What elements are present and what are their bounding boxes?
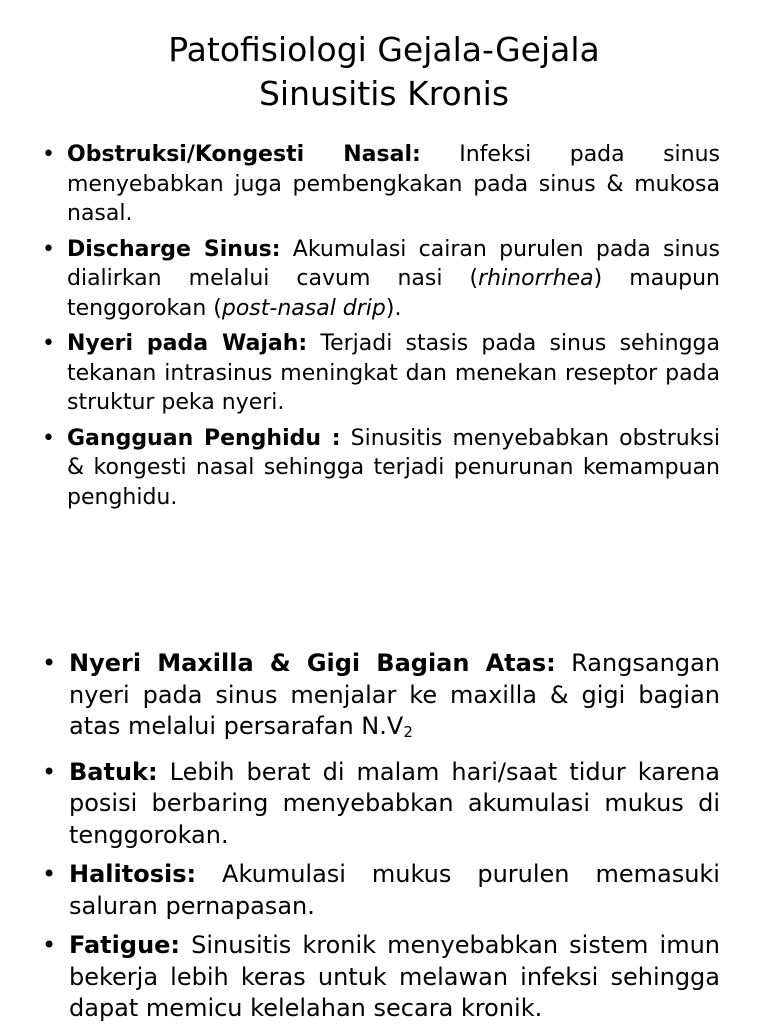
list-item (42, 930, 720, 1025)
italic-term: rhinorrhea (478, 266, 594, 291)
symptom-list-secondary (42, 648, 720, 1033)
symptom-term: Nyeri Maxilla & Gigi Bagian Atas: (69, 649, 556, 677)
symptom-term: Batuk: (69, 757, 158, 786)
symptom-description: Rangsangan nyeri pada sinus menjalar ke maxilla & gigi bagian atas melalui persarafan N.V (69, 649, 720, 740)
list-item (42, 859, 720, 922)
bullet-icon: • (42, 142, 55, 167)
subscript: 2 (403, 723, 413, 741)
bullet-icon: • (42, 860, 57, 888)
bullet-icon: • (42, 649, 57, 677)
symptom-description-cont: ) maupun tenggorokan ( (67, 266, 720, 321)
list-item (42, 757, 720, 852)
list-item (42, 648, 720, 749)
symptom-description: Sinusitis menyebabkan obstruksi & kongesti nasal sehingga terjadi penurunan kemampuan penghidu. (67, 425, 720, 510)
bullet-icon: • (42, 331, 55, 356)
symptom-term: Discharge Sinus: (67, 236, 281, 262)
italic-term: post-nasal drip (221, 295, 386, 321)
bullet-icon: • (42, 757, 57, 786)
bullet-icon: • (42, 931, 57, 959)
symptom-description: Akumulasi cairan purulen pada sinus dialirkan melalui cavum nasi ( (67, 236, 720, 291)
symptom-term: Fatigue: (69, 931, 181, 959)
list-item (42, 329, 720, 418)
symptom-description: Lebih berat di malam hari/saat tidur karena posisi berbaring menyebabkan akumulasi mukus di tenggorokan. (69, 757, 720, 849)
symptom-description: Sinusitis kronik menyebabkan sistem imun bekerja lebih keras untuk melawan infeksi sehingga dapat memicu kelelahan secara kronik. (69, 931, 720, 1022)
symptom-description: Akumulasi mukus purulen memasuki saluran pernapasan. (69, 860, 720, 920)
bullet-icon: • (42, 236, 55, 262)
list-item (42, 140, 720, 229)
symptom-term: Obstruksi/Kongesti Nasal: (67, 142, 421, 167)
page-title (0, 28, 768, 116)
title-line-1: Patofisiologi Gejala-Gejala (168, 30, 600, 69)
title-line-2: Sinusitis Kronis (258, 74, 510, 113)
symptom-term: Halitosis: (69, 860, 197, 888)
list-item (42, 424, 720, 513)
symptom-term: Nyeri pada Wajah: (67, 331, 308, 356)
bullet-icon: • (42, 425, 55, 451)
symptom-description-end: ). (385, 295, 402, 321)
symptom-term: Gangguan Penghidu : (67, 425, 341, 451)
symptom-description: Terjadi stasis pada sinus sehingga tekanan intrasinus meningkat dan menekan reseptor pada struktur peka nyeri. (67, 331, 720, 415)
list-item (42, 235, 720, 324)
symptom-list-primary (42, 140, 720, 518)
symptom-description: Infeksi pada sinus menyebabkan juga pembengkakan pada sinus & mukosa nasal. (67, 142, 720, 226)
